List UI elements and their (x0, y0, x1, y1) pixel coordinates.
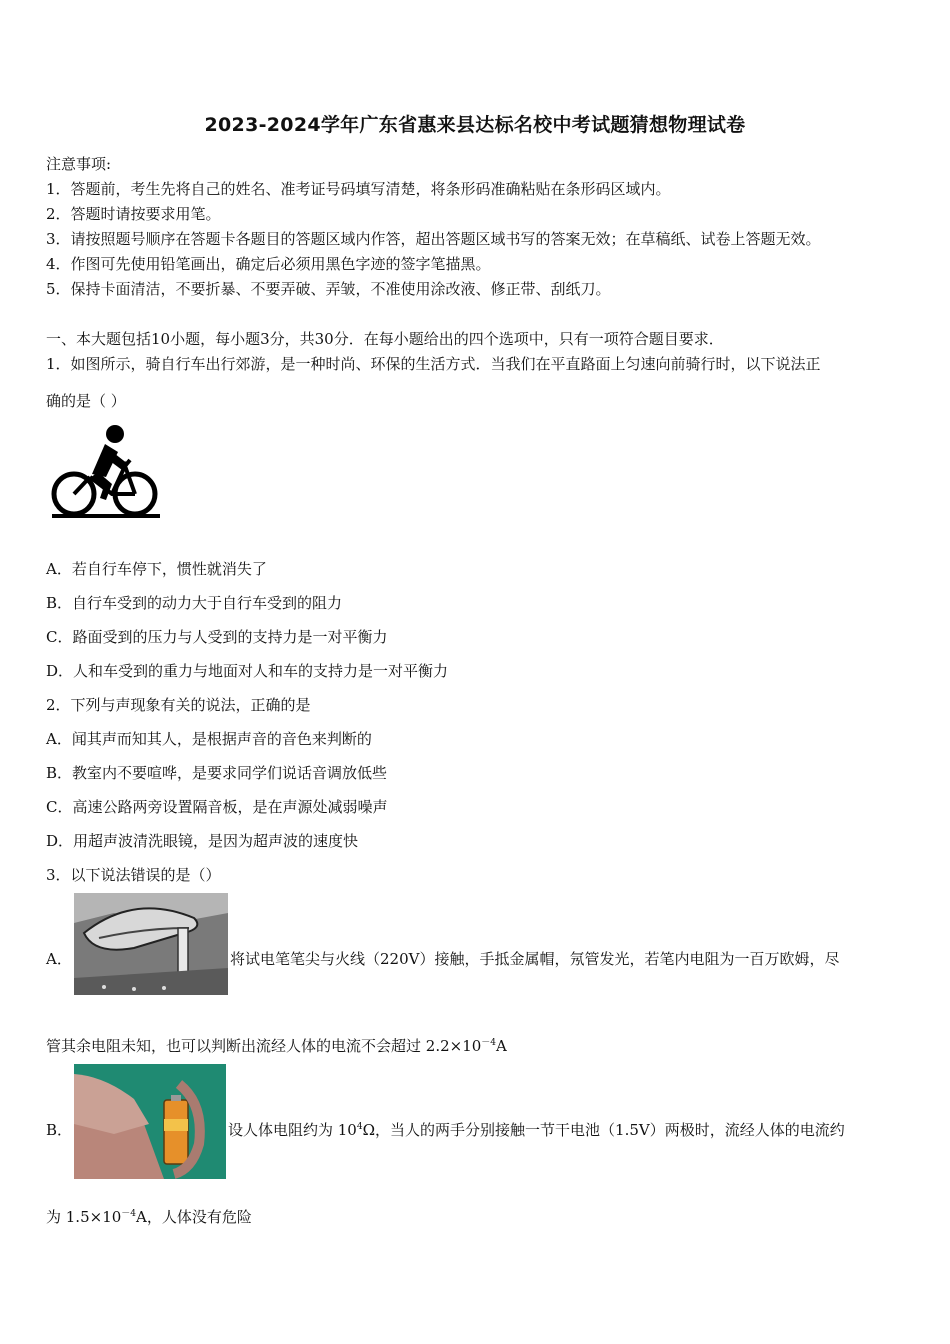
cyclist-figure (50, 422, 165, 522)
test-pen-photo (74, 893, 228, 995)
q1-option-d: D．人和车受到的重力与地面对人和车的支持力是一对平衡力 (46, 662, 449, 680)
notice-item-1: 1．答题前，考生先将自己的姓名、准考证号码填写清楚，将条形码准确粘贴在条形码区域内。 (46, 180, 671, 198)
notice-item-2: 2．答题时请按要求用笔。 (46, 205, 221, 223)
q3-option-a-continued: 管其余电阻未知，也可以判断出流经人体的电流不会超过 $2.2\times 10^{-4}A$ (46, 1037, 507, 1055)
q2-option-c: C．高速公路两旁设置隔音板，是在声源处减弱噪声 (46, 798, 388, 816)
battery-photo (74, 1064, 226, 1179)
q3-stem: 3．以下说法错误的是（） (46, 866, 221, 884)
q2-option-b: B．教室内不要喧哗，是要求同学们说话音调放低些 (46, 764, 388, 782)
notice-item-5: 5．保持卡面清洁，不要折暴、不要弄破、弄皱，不准使用涂改液、修正带、刮纸刀。 (46, 280, 611, 298)
q2-option-d: D．用超声波清洗眼镜，是因为超声波的速度快 (46, 832, 359, 850)
q1-option-b: B．自行车受到的动力大于自行车受到的阻力 (46, 594, 343, 612)
q3-option-a-text: 将试电笔笔尖与火线（220V）接触，手抵金属帽，氖管发光，若笔内电阻为一百万欧姆，尽 (230, 950, 840, 968)
section-heading: 一、本大题包括10小题，每小题3分，共30分．在每小题给出的四个选项中，只有一项符合题目要求． (46, 330, 724, 348)
q1-option-c: C．路面受到的压力与人受到的支持力是一对平衡力 (46, 628, 388, 646)
q3-option-b-text: 设人体电阻约为 $10^4\Omega$，当人的两手分别接触一节干电池（1.5V）两极时，流经人体的电流约 (228, 1121, 845, 1139)
q2-option-a: A．闻其声而知其人，是根据声音的音色来判断的 (46, 730, 372, 748)
q2-stem: 2．下列与声现象有关的说法，正确的是 (46, 696, 311, 714)
q3-option-b-continued: 为 $1.5\times 10^{-4}A$，人体没有危险 (46, 1208, 252, 1226)
q3-option-a-label: A． (46, 950, 72, 968)
q3-option-b-label: B． (46, 1121, 73, 1139)
notice-item-3: 3．请按照题号顺序在答题卡各题目的答题区域内作答，超出答题区域书写的答案无效；在草稿纸、试卷上答题无效。 (46, 230, 821, 248)
notice-heading: 注意事项: (46, 155, 112, 173)
q1-stem-line1: 1．如图所示，骑自行车出行郊游，是一种时尚、环保的生活方式．当我们在平直路面上匀速向前骑行时，以下说法正 (46, 355, 821, 373)
page-title: 2023-2024学年广东省惠来县达标名校中考试题猜想物理试卷 (204, 114, 746, 136)
q1-stem-line2: 确的是（ ） (46, 392, 126, 410)
notice-item-4: 4．作图可先使用铅笔画出，确定后必须用黑色字迹的签字笔描黑。 (46, 255, 491, 273)
q1-option-a: A．若自行车停下，惯性就消失了 (46, 560, 267, 578)
